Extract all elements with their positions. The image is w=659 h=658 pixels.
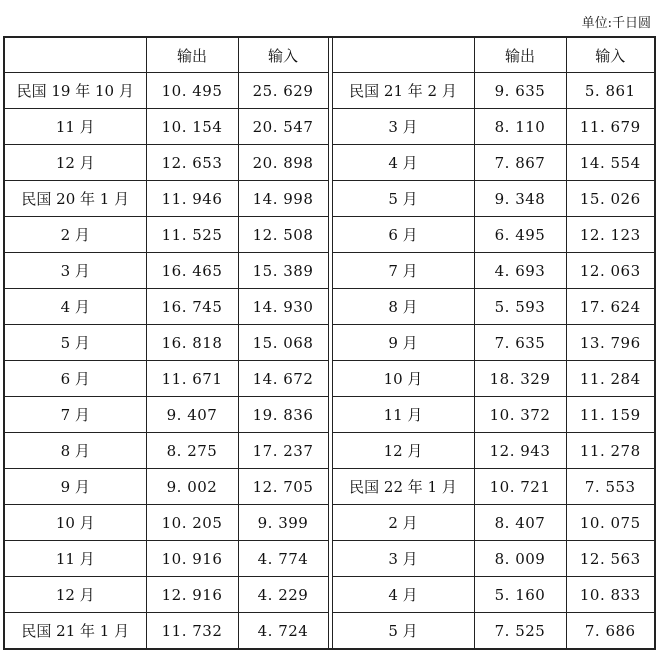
right-period-cell: 3 月	[332, 109, 474, 145]
right-period-cell: 4 月	[332, 145, 474, 181]
left-import-cell: 17. 237	[238, 433, 328, 469]
left-export-cell: 16. 465	[146, 253, 238, 289]
left-period-cell: 12 月	[4, 577, 146, 613]
left-export-cell: 11. 732	[146, 613, 238, 650]
left-export-cell: 12. 916	[146, 577, 238, 613]
left-import-cell: 14. 998	[238, 181, 328, 217]
right-period-header	[332, 37, 474, 73]
left-import-cell: 4. 724	[238, 613, 328, 650]
right-import-cell: 10. 075	[566, 505, 655, 541]
left-period-cell: 10 月	[4, 505, 146, 541]
right-export-cell: 4. 693	[474, 253, 566, 289]
right-import-cell: 12. 123	[566, 217, 655, 253]
table-row	[4, 361, 655, 397]
left-import-cell: 4. 229	[238, 577, 328, 613]
right-period-cell: 7 月	[332, 253, 474, 289]
table-row	[4, 289, 655, 325]
left-export-cell: 10. 205	[146, 505, 238, 541]
unit-label: 单位:千日圆	[581, 16, 651, 31]
table-row	[4, 469, 655, 505]
right-period-cell: 9 月	[332, 325, 474, 361]
table-row	[4, 181, 655, 217]
left-export-cell: 16. 745	[146, 289, 238, 325]
table-row	[4, 217, 655, 253]
left-export-cell: 10. 495	[146, 73, 238, 109]
left-period-cell: 8 月	[4, 433, 146, 469]
right-export-cell: 18. 329	[474, 361, 566, 397]
table-row	[4, 73, 655, 109]
right-export-cell: 10. 372	[474, 397, 566, 433]
right-export-cell: 6. 495	[474, 217, 566, 253]
right-export-cell: 8. 110	[474, 109, 566, 145]
left-import-cell: 4. 774	[238, 541, 328, 577]
right-import-cell: 7. 686	[566, 613, 655, 650]
left-export-cell: 11. 671	[146, 361, 238, 397]
right-period-cell: 10 月	[332, 361, 474, 397]
left-export-cell: 10. 916	[146, 541, 238, 577]
right-export-cell: 7. 635	[474, 325, 566, 361]
table-row	[4, 109, 655, 145]
left-period-cell: 2 月	[4, 217, 146, 253]
left-period-cell: 5 月	[4, 325, 146, 361]
table-row	[4, 325, 655, 361]
left-export-cell: 16. 818	[146, 325, 238, 361]
table-row	[4, 613, 655, 650]
right-export-cell: 12. 943	[474, 433, 566, 469]
left-period-cell: 7 月	[4, 397, 146, 433]
right-import-cell: 12. 063	[566, 253, 655, 289]
header-row	[4, 37, 655, 73]
left-import-cell: 14. 672	[238, 361, 328, 397]
left-period-cell: 4 月	[4, 289, 146, 325]
left-import-cell: 15. 389	[238, 253, 328, 289]
right-period-cell: 民国 21 年 2 月	[332, 73, 474, 109]
left-import-cell: 20. 547	[238, 109, 328, 145]
right-export-cell: 10. 721	[474, 469, 566, 505]
right-export-cell: 5. 593	[474, 289, 566, 325]
right-import-cell: 12. 563	[566, 541, 655, 577]
right-import-cell: 13. 796	[566, 325, 655, 361]
table-row	[4, 541, 655, 577]
right-import-cell: 5. 861	[566, 73, 655, 109]
right-period-cell: 12 月	[332, 433, 474, 469]
left-import-cell: 20. 898	[238, 145, 328, 181]
right-export-cell: 7. 525	[474, 613, 566, 650]
right-period-cell: 6 月	[332, 217, 474, 253]
left-period-cell: 11 月	[4, 541, 146, 577]
right-import-cell: 10. 833	[566, 577, 655, 613]
table-row	[4, 577, 655, 613]
left-import-header: 输入	[238, 37, 328, 73]
left-export-cell: 9. 002	[146, 469, 238, 505]
right-export-cell: 5. 160	[474, 577, 566, 613]
right-period-cell: 4 月	[332, 577, 474, 613]
left-export-cell: 9. 407	[146, 397, 238, 433]
left-period-cell: 12 月	[4, 145, 146, 181]
table-row	[4, 397, 655, 433]
left-period-cell: 民国 19 年 10 月	[4, 73, 146, 109]
table-row	[4, 505, 655, 541]
left-export-header: 输出	[146, 37, 238, 73]
left-import-cell: 25. 629	[238, 73, 328, 109]
left-import-cell: 19. 836	[238, 397, 328, 433]
left-export-cell: 12. 653	[146, 145, 238, 181]
right-period-cell: 民国 22 年 1 月	[332, 469, 474, 505]
left-import-cell: 14. 930	[238, 289, 328, 325]
right-import-cell: 7. 553	[566, 469, 655, 505]
right-import-cell: 17. 624	[566, 289, 655, 325]
left-export-cell: 11. 946	[146, 181, 238, 217]
right-export-header: 输出	[474, 37, 566, 73]
left-period-cell: 6 月	[4, 361, 146, 397]
left-export-cell: 11. 525	[146, 217, 238, 253]
right-import-cell: 11. 278	[566, 433, 655, 469]
right-import-header: 输入	[566, 37, 655, 73]
table-row	[4, 253, 655, 289]
table-row	[4, 145, 655, 181]
right-import-cell: 11. 679	[566, 109, 655, 145]
left-period-cell: 民国 20 年 1 月	[4, 181, 146, 217]
right-export-cell: 9. 348	[474, 181, 566, 217]
right-import-cell: 11. 284	[566, 361, 655, 397]
right-period-cell: 3 月	[332, 541, 474, 577]
right-export-cell: 8. 407	[474, 505, 566, 541]
left-period-header	[4, 37, 146, 73]
left-import-cell: 15. 068	[238, 325, 328, 361]
right-import-cell: 15. 026	[566, 181, 655, 217]
right-period-cell: 5 月	[332, 613, 474, 650]
left-import-cell: 12. 508	[238, 217, 328, 253]
left-import-cell: 12. 705	[238, 469, 328, 505]
right-import-cell: 14. 554	[566, 145, 655, 181]
left-period-cell: 3 月	[4, 253, 146, 289]
left-export-cell: 10. 154	[146, 109, 238, 145]
table-row	[4, 433, 655, 469]
right-export-cell: 8. 009	[474, 541, 566, 577]
right-export-cell: 7. 867	[474, 145, 566, 181]
right-export-cell: 9. 635	[474, 73, 566, 109]
right-period-cell: 11 月	[332, 397, 474, 433]
right-period-cell: 2 月	[332, 505, 474, 541]
left-period-cell: 11 月	[4, 109, 146, 145]
left-period-cell: 9 月	[4, 469, 146, 505]
left-export-cell: 8. 275	[146, 433, 238, 469]
left-import-cell: 9. 399	[238, 505, 328, 541]
left-period-cell: 民国 21 年 1 月	[4, 613, 146, 650]
right-import-cell: 11. 159	[566, 397, 655, 433]
right-period-cell: 5 月	[332, 181, 474, 217]
trade-table	[3, 36, 656, 650]
right-period-cell: 8 月	[332, 289, 474, 325]
